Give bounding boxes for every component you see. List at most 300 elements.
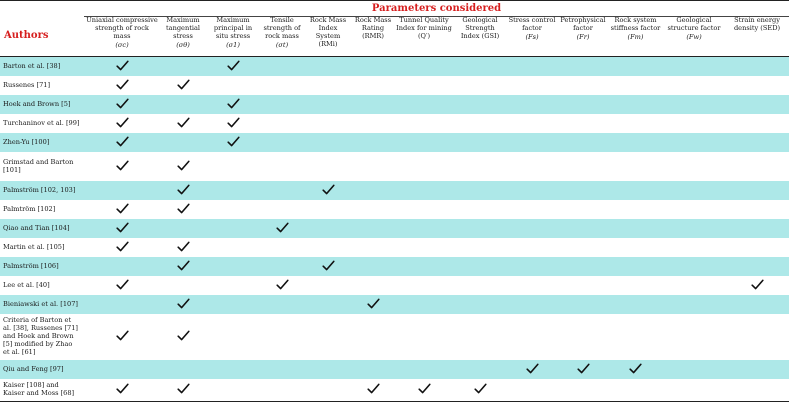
parameter-cell (84, 314, 160, 360)
parameter-cell (725, 314, 789, 360)
column-header (608, 17, 663, 57)
parameter-cell (352, 133, 394, 152)
column-header (84, 17, 160, 57)
checkmark-icon (322, 260, 335, 271)
parameter-cell (454, 219, 506, 238)
checkmark-icon (474, 383, 487, 394)
parameter-cell (506, 219, 558, 238)
parameter-cell (260, 379, 304, 402)
table-row (0, 295, 789, 314)
parameter-cell (394, 314, 454, 360)
checkmark-icon (227, 117, 240, 128)
parameter-cell (394, 181, 454, 200)
author-cell: Palmström [106] (0, 257, 84, 276)
checkmark-icon (367, 383, 380, 394)
parameter-cell (260, 257, 304, 276)
parameter-cell (352, 219, 394, 238)
parameter-cell (454, 360, 506, 379)
parameter-cell (608, 219, 663, 238)
parameter-cell (506, 257, 558, 276)
parameter-cell (506, 57, 558, 77)
parameter-cell (608, 76, 663, 95)
parameter-cell (260, 152, 304, 181)
table-row (0, 276, 789, 295)
parameter-cell (558, 379, 608, 402)
parameter-cell (352, 114, 394, 133)
parameter-cell (558, 295, 608, 314)
parameter-cell (608, 360, 663, 379)
parameter-cell (394, 360, 454, 379)
parameter-cell (558, 200, 608, 219)
parameter-cell (725, 114, 789, 133)
checkmark-icon (177, 160, 190, 171)
author-cell: Zhen-Yu [100] (0, 133, 84, 152)
parameter-cell (663, 181, 725, 200)
parameter-cell (558, 114, 608, 133)
parameter-cell (352, 181, 394, 200)
column-header (454, 17, 506, 57)
parameter-cell (206, 295, 260, 314)
parameter-cell (260, 295, 304, 314)
parameter-cell (304, 238, 352, 257)
column-header-row (0, 17, 789, 57)
table-row (0, 200, 789, 219)
column-label: Uniaxial compressive strength of rock mass (86, 16, 158, 40)
checkmark-icon (116, 330, 129, 341)
parameter-cell (506, 95, 558, 114)
parameter-cell (260, 133, 304, 152)
column-label: Geological Strength Index (GSI) (460, 16, 500, 40)
parameter-cell (160, 314, 206, 360)
column-label: Strain energy density (SED) (733, 16, 781, 32)
parameter-cell (84, 133, 160, 152)
parameter-cell (160, 257, 206, 276)
parameter-cell (160, 295, 206, 314)
parameter-cell (454, 95, 506, 114)
author-cell: Grimstad and Barton [101] (3, 157, 74, 174)
parameter-cell (206, 276, 260, 295)
checkmark-icon (276, 279, 289, 290)
checkmark-icon (177, 184, 190, 195)
parameter-cell (394, 257, 454, 276)
author-cell: Palmtröm [102] (3, 204, 56, 213)
checkmark-icon (116, 136, 129, 147)
parameter-cell (506, 238, 558, 257)
parameter-cell (84, 95, 160, 114)
group-title: Parameters considered (84, 1, 789, 17)
checkmark-icon (116, 98, 129, 109)
column-label: Maximum principal in situ stress (213, 16, 253, 40)
parameter-cell (206, 257, 260, 276)
column-label: Geological structure factor (667, 16, 721, 32)
parameter-cell (725, 133, 789, 152)
group-header-row (0, 1, 789, 17)
parameter-cell (558, 152, 608, 181)
column-label: Tunnel Quality Index for mining (Q′) (396, 16, 452, 40)
checkmark-icon (116, 160, 129, 171)
parameter-cell (454, 152, 506, 181)
parameter-cell (608, 181, 663, 200)
parameter-cell (352, 57, 394, 77)
checkmark-icon (116, 279, 129, 290)
parameter-cell (304, 76, 352, 95)
parameter-cell (608, 238, 663, 257)
parameter-cell (608, 152, 663, 181)
parameter-cell (260, 200, 304, 219)
table-body (0, 57, 789, 402)
parameter-cell (160, 379, 206, 402)
parameter-cell (304, 276, 352, 295)
parameter-cell (725, 219, 789, 238)
checkmark-icon (177, 383, 190, 394)
parameter-cell (206, 181, 260, 200)
parameter-cell (663, 114, 725, 133)
checkmark-icon (177, 298, 190, 309)
column-header (506, 17, 558, 57)
parameter-cell (663, 295, 725, 314)
parameter-cell (206, 360, 260, 379)
parameter-cell (558, 314, 608, 360)
author-cell: Bieniawski et al. [107] (0, 295, 84, 314)
parameter-cell (454, 379, 506, 402)
parameter-cell (160, 76, 206, 95)
parameter-cell (506, 379, 558, 402)
table-row (0, 219, 789, 238)
author-cell: Barton et al. [38] (0, 57, 84, 77)
parameter-cell (394, 200, 454, 219)
parameter-cell (84, 219, 160, 238)
parameter-cell (260, 238, 304, 257)
author-cell: Martin et al. [105] (3, 242, 65, 251)
parameter-cell (160, 360, 206, 379)
parameter-cell (84, 114, 160, 133)
parameter-cell (160, 200, 206, 219)
parameter-cell (558, 257, 608, 276)
parameter-cell (84, 57, 160, 77)
checkmark-icon (116, 79, 129, 90)
parameter-cell (454, 200, 506, 219)
column-symbol: (Fr) (576, 32, 590, 41)
parameter-cell (352, 257, 394, 276)
parameter-cell (352, 95, 394, 114)
parameter-cell (506, 114, 558, 133)
table-row (0, 95, 789, 114)
checkmark-icon (629, 363, 642, 374)
table-row (0, 57, 789, 77)
checkmark-icon (177, 117, 190, 128)
parameter-cell (558, 57, 608, 77)
parameter-cell (558, 219, 608, 238)
parameter-cell (454, 76, 506, 95)
parameter-cell (725, 257, 789, 276)
checkmark-icon (177, 260, 190, 271)
column-header (352, 17, 394, 57)
parameter-cell (725, 238, 789, 257)
parameter-cell (663, 133, 725, 152)
checkmark-icon (276, 222, 289, 233)
parameter-cell (663, 152, 725, 181)
parameter-cell (454, 57, 506, 77)
parameter-cell (84, 181, 160, 200)
parameter-cell (506, 133, 558, 152)
parameter-cell (260, 219, 304, 238)
parameter-cell (394, 114, 454, 133)
parameter-cell (304, 152, 352, 181)
parameter-cell (725, 360, 789, 379)
parameter-cell (454, 257, 506, 276)
parameter-cell (663, 219, 725, 238)
parameter-cell (506, 295, 558, 314)
parameter-cell (206, 133, 260, 152)
checkmark-icon (367, 298, 380, 309)
parameter-cell (454, 295, 506, 314)
table-row (0, 257, 789, 276)
parameter-cell (506, 314, 558, 360)
parameter-cell (506, 360, 558, 379)
parameter-cell (352, 360, 394, 379)
parameter-cell (725, 152, 789, 181)
parameter-cell (260, 57, 304, 77)
column-symbol: (σc) (115, 40, 129, 49)
parameter-cell (160, 57, 206, 77)
parameter-cell (608, 295, 663, 314)
parameter-cell (663, 379, 725, 402)
parameter-cell (160, 238, 206, 257)
table-row (0, 152, 789, 181)
parameter-cell (84, 152, 160, 181)
parameter-cell (160, 133, 206, 152)
parameter-cell (160, 95, 206, 114)
author-cell: Russenes [71] (3, 80, 51, 89)
parameter-cell (304, 57, 352, 77)
table-row (0, 114, 789, 133)
parameter-cell (304, 200, 352, 219)
author-cell: Hoek and Brown [5] (0, 95, 84, 114)
parameter-cell (608, 95, 663, 114)
parameter-cell (608, 57, 663, 77)
parameter-cell (725, 295, 789, 314)
checkmark-icon (177, 203, 190, 214)
parameter-cell (663, 95, 725, 114)
parameter-cell (206, 95, 260, 114)
parameter-cell (206, 200, 260, 219)
parameter-cell (558, 95, 608, 114)
parameter-cell (394, 379, 454, 402)
parameter-cell (608, 133, 663, 152)
authors-header: Authors (0, 17, 84, 57)
parameter-cell (394, 295, 454, 314)
table-row (0, 76, 789, 95)
parameter-cell (160, 276, 206, 295)
parameter-cell (663, 76, 725, 95)
author-cell: Lee et al. [40] (3, 280, 50, 289)
parameter-cell (260, 181, 304, 200)
parameter-cell (725, 76, 789, 95)
author-cell: Kaiser [108] and Kaiser and Moss [68] (0, 379, 84, 402)
parameter-cell (260, 276, 304, 295)
checkmark-icon (526, 363, 539, 374)
checkmark-icon (116, 241, 129, 252)
parameter-cell (206, 114, 260, 133)
column-symbol: (σt) (275, 40, 289, 49)
parameter-cell (663, 276, 725, 295)
parameter-cell (558, 181, 608, 200)
checkmark-icon (116, 60, 129, 71)
checkmark-icon (751, 279, 764, 290)
checkmark-icon (227, 60, 240, 71)
parameter-cell (608, 257, 663, 276)
parameter-cell (506, 76, 558, 95)
column-header (558, 17, 608, 57)
column-symbol: (σθ) (176, 40, 190, 49)
column-header (725, 17, 789, 57)
parameter-cell (352, 379, 394, 402)
parameter-cell (725, 200, 789, 219)
parameter-cell (352, 200, 394, 219)
parameter-cell (663, 314, 725, 360)
parameter-cell (506, 200, 558, 219)
parameter-cell (663, 257, 725, 276)
checkmark-icon (116, 222, 129, 233)
column-label: Rock Mass Rating (RMR) (354, 16, 392, 40)
parameter-cell (84, 76, 160, 95)
parameter-cell (206, 238, 260, 257)
parameter-cell (84, 360, 160, 379)
parameter-cell (394, 95, 454, 114)
author-cell: Criteria of Barton et al. [38], Russenes [71] and Hoek and Brown [5] modified by Zhao et al. [61] (3, 316, 79, 356)
parameter-cell (160, 181, 206, 200)
parameter-cell (84, 295, 160, 314)
column-header (663, 17, 725, 57)
parameter-cell (304, 360, 352, 379)
parameter-cell (608, 200, 663, 219)
parameter-cell (454, 133, 506, 152)
parameter-cell (608, 379, 663, 402)
parameter-cell (304, 219, 352, 238)
parameter-cell (725, 181, 789, 200)
parameter-cell (352, 295, 394, 314)
parameter-cell (260, 114, 304, 133)
column-header (160, 17, 206, 57)
parameter-cell (304, 257, 352, 276)
parameter-cell (304, 181, 352, 200)
parameter-cell (394, 238, 454, 257)
parameter-cell (725, 276, 789, 295)
table-row (0, 379, 789, 402)
parameter-cell (663, 360, 725, 379)
column-label: Rock system stiffness factor (610, 16, 661, 32)
checkmark-icon (177, 79, 190, 90)
column-header (260, 17, 304, 57)
checkmark-icon (322, 184, 335, 195)
column-label: Petrophysical factor (560, 16, 606, 32)
table-row (0, 133, 789, 152)
parameter-cell (160, 114, 206, 133)
parameter-cell (394, 133, 454, 152)
column-label: Stress control factor (508, 16, 556, 32)
parameter-cell (394, 276, 454, 295)
table-row (0, 314, 789, 360)
parameter-cell (84, 238, 160, 257)
column-symbol: (σ1) (226, 40, 240, 49)
parameter-cell (725, 57, 789, 77)
parameter-cell (394, 76, 454, 95)
parameter-cell (260, 95, 304, 114)
parameter-cell (454, 114, 506, 133)
parameter-cell (663, 200, 725, 219)
parameter-cell (260, 76, 304, 95)
author-cell: Palmström [102, 103] (0, 181, 84, 200)
parameter-cell (304, 314, 352, 360)
parameter-cell (558, 133, 608, 152)
checkmark-icon (116, 117, 129, 128)
checkmark-icon (577, 363, 590, 374)
parameter-cell (506, 276, 558, 295)
parameter-cell (454, 181, 506, 200)
parameter-cell (304, 133, 352, 152)
column-symbol: (Fm) (627, 32, 644, 41)
parameter-cell (608, 114, 663, 133)
parameter-cell (84, 276, 160, 295)
column-header (304, 17, 352, 57)
parameter-cell (394, 219, 454, 238)
column-symbol: (Fw) (686, 32, 702, 41)
checkmark-icon (227, 98, 240, 109)
parameter-cell (352, 276, 394, 295)
parameter-cell (206, 379, 260, 402)
parameter-cell (454, 238, 506, 257)
checkmark-icon (177, 330, 190, 341)
column-header (206, 17, 260, 57)
parameter-cell (304, 114, 352, 133)
parameter-cell (206, 219, 260, 238)
parameter-cell (506, 152, 558, 181)
author-cell: Qiao and Tian [104] (0, 219, 84, 238)
parameter-cell (394, 152, 454, 181)
checkmark-icon (116, 383, 129, 394)
column-symbol: (Fs) (525, 32, 539, 41)
parameter-cell (558, 360, 608, 379)
table-row (0, 238, 789, 257)
parameter-cell (663, 238, 725, 257)
parameter-cell (352, 238, 394, 257)
column-label: Maximum tangential stress (166, 16, 200, 40)
parameter-cell (352, 152, 394, 181)
table-row (0, 181, 789, 200)
parameter-cell (558, 238, 608, 257)
parameter-cell (506, 181, 558, 200)
author-cell: Turchaninov et al. [99] (3, 118, 80, 127)
parameter-cell (725, 379, 789, 402)
parameter-cell (304, 295, 352, 314)
parameter-cell (304, 379, 352, 402)
parameter-cell (558, 276, 608, 295)
parameter-cell (725, 95, 789, 114)
parameter-cell (160, 152, 206, 181)
parameter-cell (206, 152, 260, 181)
parameter-cell (558, 76, 608, 95)
column-header (394, 17, 454, 57)
parameter-cell (206, 57, 260, 77)
parameter-cell (352, 314, 394, 360)
parameter-cell (206, 314, 260, 360)
parameter-cell (304, 95, 352, 114)
parameter-cell (454, 276, 506, 295)
parameter-cell (394, 57, 454, 77)
table-row (0, 360, 789, 379)
parameter-cell (206, 76, 260, 95)
checkmark-icon (227, 136, 240, 147)
